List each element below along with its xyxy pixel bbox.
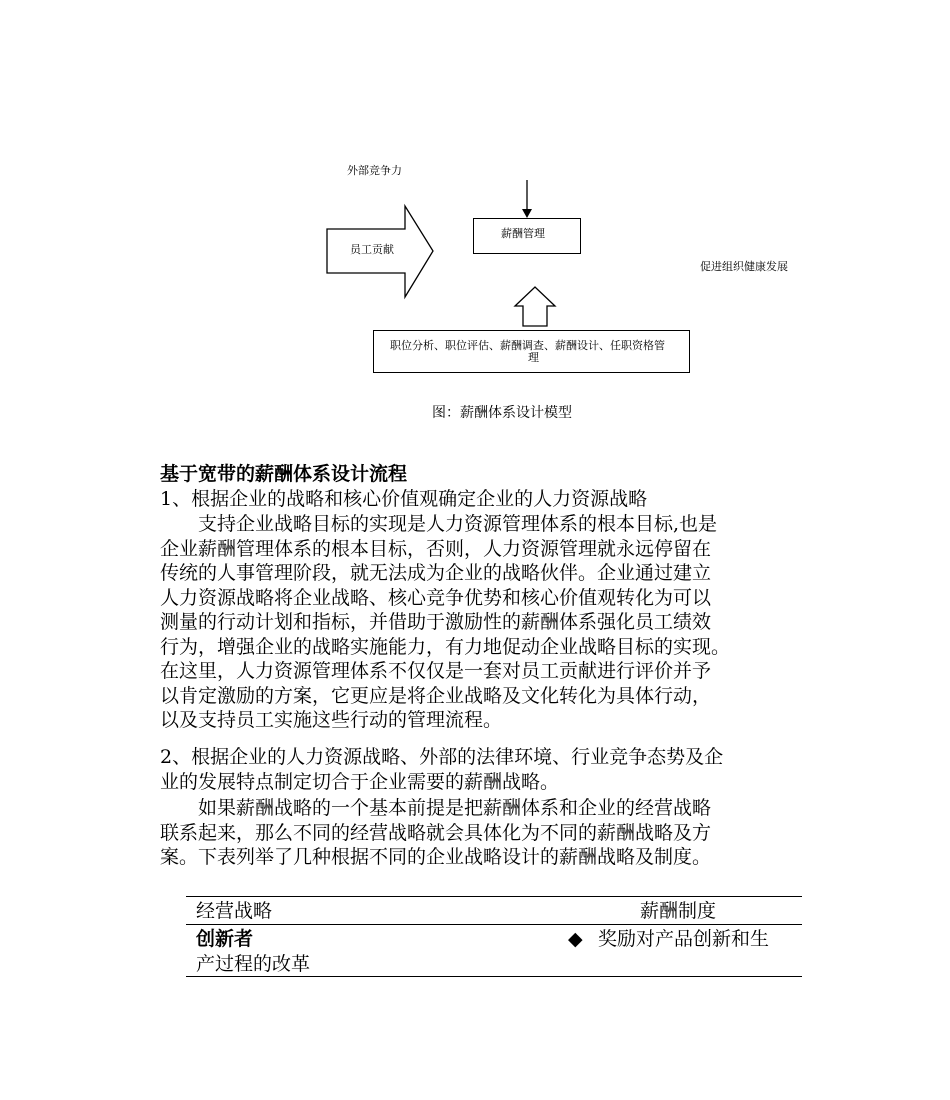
item2-title-line: 2、根据企业的人力资源战略、外部的法律环境、行业竞争态势及企 (160, 746, 724, 768)
down-arrow-head (522, 209, 532, 218)
item2-paragraph (160, 796, 820, 870)
diagram-center-box (473, 218, 581, 254)
table-header-rule (186, 924, 802, 925)
table-header-policy: 薪酬制度 (640, 900, 717, 922)
item2-line: 案。下表列举了几种根据不同的企业战略设计的薪酬战略及制度。 (160, 846, 712, 868)
item2-line: 联系起来，那么不同的经营战略就会具体化为不同的薪酬战略及方 (160, 821, 712, 844)
item1-line: 传统的人事管理阶段，就无法成为企业的战略伙伴。企业通过建立 (160, 562, 712, 584)
table-header-strategy: 经营战略 (196, 900, 273, 922)
item1-line: 行为，增强企业的战略实施能力，有力地促动企业战略目标的实现。 (160, 635, 731, 658)
diagram-top-label: 外部竞争力 (347, 164, 402, 177)
item1-line: 以及支持员工实施这些行动的管理流程。 (160, 709, 503, 731)
diagram-right-label: 促进组织健康发展 (700, 260, 788, 273)
item1-title: 1、根据企业的战略和核心价值观确定企业的人力资源战略 (160, 488, 648, 510)
diagram-bottom-box (373, 330, 690, 373)
table-row1-policy: 奖励对产品创新和生 (598, 928, 770, 950)
item1-line: 在这里，人力资源管理体系不仅仅是一套对员工贡献进行评价并予 (160, 660, 712, 682)
item2-line: 如果薪酬战略的一个基本前提是把薪酬体系和企业的经营战略 (160, 797, 712, 819)
diagram-caption: 图：薪酬体系设计模型 (432, 405, 572, 421)
table-row1-policy-continued: 产过程的改革 (196, 953, 311, 975)
item1-line: 以肯定激励的方案，它更应是将企业战略及文化转化为具体行动， (160, 684, 712, 707)
diagram-left-arrow-label: 员工贡献 (350, 243, 394, 256)
section-heading: 基于宽带的薪酬体系设计流程 (160, 463, 408, 485)
diagram-center-box-label: 薪酬管理 (501, 227, 545, 240)
item2-title-line: 业的发展特点制定切合于企业需要的薪酬战略。 (160, 770, 560, 793)
table-top-rule (186, 896, 802, 897)
item1-line: 企业薪酬管理体系的根本目标，否则，人力资源管理就永远停留在 (160, 537, 712, 560)
item2-title (160, 745, 820, 794)
bullet-diamond-icon: ◆ (568, 928, 583, 950)
table-bottom-rule (186, 976, 802, 977)
diagram-bottom-box-line1: 职位分析、职位评估、薪酬调查、薪酬设计、任职资格管 (390, 339, 665, 352)
diagram-bottom-box-line2: 理 (528, 351, 539, 364)
item1-line: 支持企业战略目标的实现是人力资源管理体系的根本目标,也是 (160, 513, 718, 535)
item1-paragraph (160, 512, 820, 733)
up-hollow-arrow (515, 287, 555, 326)
table-row1-strategy: 创新者 (196, 928, 254, 950)
item1-line: 人力资源战略将企业战略、核心竞争优势和核心价值观转化为可以 (160, 586, 712, 609)
item1-line: 测量的行动计划和指标，并借助于激励性的薪酬体系强化员工绩效 (160, 611, 712, 633)
